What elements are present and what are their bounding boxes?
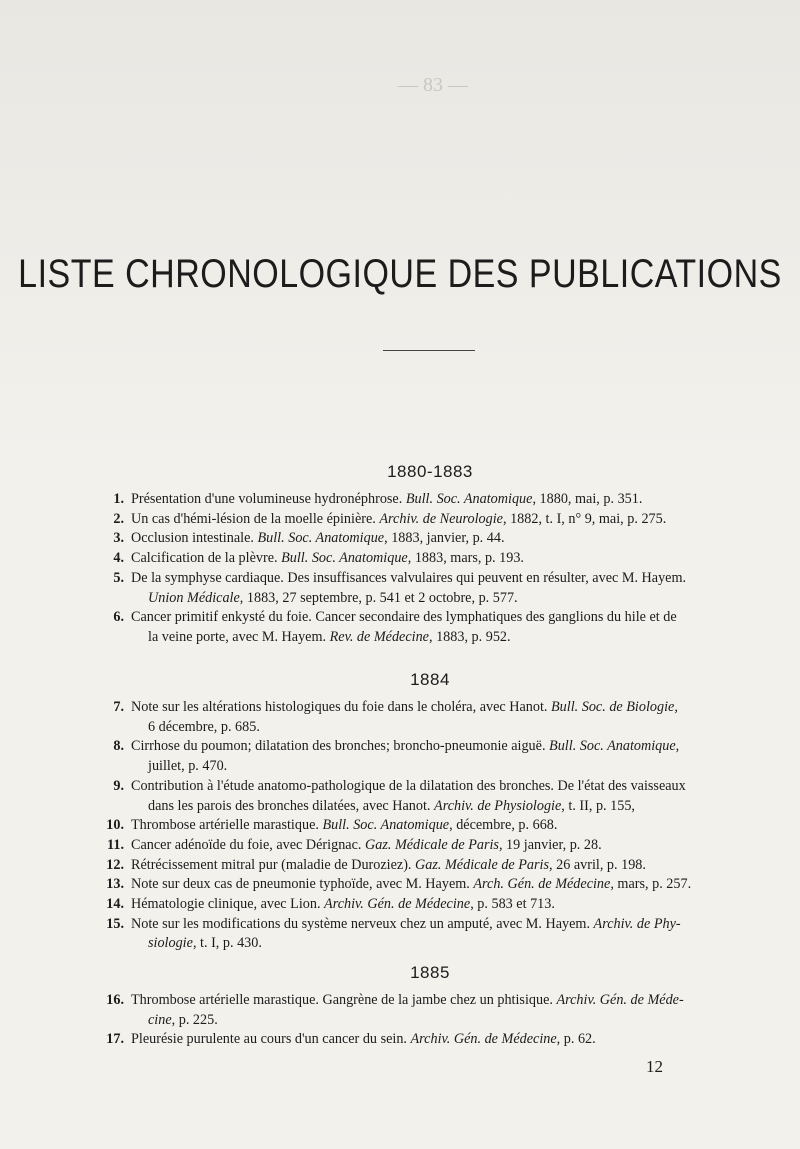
publication-entry — [100, 549, 760, 569]
entry-citation: Bull. Soc. de Biologie, — [551, 699, 678, 715]
entry-text: Calcification de la plèvre. — [131, 550, 282, 567]
entry-citation: Archiv. Gén. de Médecine — [324, 896, 471, 913]
entry-number: 7. — [113, 699, 124, 715]
publication-entry — [100, 875, 760, 895]
page-title: LISTE CHRONOLOGIQUE DES PUBLICATIONS — [18, 251, 782, 297]
publication-entry — [100, 836, 760, 856]
entry-details: , 1883, 27 septembre, p. 541 et 2 octobre, p. 577. — [239, 589, 518, 606]
entry-number: 9. — [113, 777, 124, 794]
entry-details: , 1883, janvier, p. 44. — [384, 530, 505, 547]
entry-number: 13. — [106, 876, 124, 893]
entry-details: , 1883, mars, p. 193. — [407, 550, 524, 567]
entry-text: Présentation d'une volumineuse hydronéphrose. — [131, 491, 406, 507]
publication-entry — [100, 569, 760, 608]
publication-entry — [100, 1030, 760, 1050]
entry-text: Hématologie clinique, avec Lion. — [131, 896, 325, 913]
entry-number: 5. — [113, 569, 124, 586]
entry-number: 16. — [106, 992, 124, 1008]
publication-list — [100, 490, 760, 648]
entry-citation: Bull. Soc. Anatomique — [257, 530, 385, 547]
entry-number: 6. — [113, 609, 124, 626]
entry-citation: Rev. de Médecine — [329, 628, 429, 645]
entry-text: dans les parois des bronches dilatées, avec Hanot. — [148, 797, 435, 814]
section-1884 — [100, 670, 760, 954]
entry-continuation — [131, 589, 760, 609]
entry-text: Cancer adénoïde du foie, avec Dérignac. — [131, 836, 365, 853]
entry-details: , t. II, p. 155, — [561, 797, 635, 814]
publication-entry — [100, 816, 760, 836]
publication-list — [100, 991, 760, 1050]
publication-entry — [100, 510, 760, 530]
entry-text: Note sur les altérations histologiques du foie dans le choléra, avec Hanot. — [131, 699, 551, 715]
entry-number: 8. — [113, 738, 124, 755]
entry-details: , t. I, p. 430. — [192, 935, 262, 952]
entry-text: De la symphyse cardiaque. Des insuffisances valvulaires qui peuvent en résulter, avec M. Hayem. — [131, 569, 687, 586]
entry-continuation — [131, 1011, 760, 1031]
publication-entry — [100, 915, 760, 954]
entry-text: Note sur deux cas de pneumonie typhoïde, avec M. Hayem. — [131, 876, 474, 893]
entry-citation: Arch. Gén. de Médecine — [473, 876, 611, 893]
section-year: 1885 — [410, 963, 450, 982]
entry-text: Un cas d'hémi-lésion de la moelle épinière. — [131, 510, 380, 527]
entry-citation: Gaz. Médicale de Paris — [364, 836, 499, 853]
entry-citation: Bull. Soc. Anatomique — [405, 491, 533, 507]
entry-citation: Union Médicale — [148, 589, 240, 606]
entry-citation: Archiv. Gén. de Méde- — [556, 992, 684, 1008]
entry-details: , 1880, mai, p. 351. — [532, 491, 643, 507]
entry-citation: Gaz. Médicale de Paris — [415, 856, 549, 873]
entry-text: la veine porte, avec M. Hayem. — [148, 628, 330, 645]
entry-details: , p. 583 et 713. — [470, 896, 555, 913]
publication-entry — [100, 608, 760, 647]
title-divider — [383, 350, 475, 351]
entry-details: , p. 62. — [556, 1031, 596, 1048]
entry-number: 3. — [113, 530, 124, 547]
entry-continuation: juillet, p. 470. — [148, 758, 228, 775]
entry-citation: siologie — [148, 935, 193, 952]
entry-text: Thrombose artérielle marastique. Gangrène de la jambe chez un phtisique. — [131, 992, 557, 1008]
entry-number: 15. — [106, 915, 124, 932]
section-1885 — [100, 963, 760, 1050]
page-number: 12 — [646, 1057, 663, 1076]
entry-number: 10. — [106, 817, 124, 834]
publication-entry — [100, 737, 760, 776]
section-year: 1880-1883 — [387, 462, 473, 481]
publication-entry — [100, 490, 760, 510]
publication-entry — [100, 777, 760, 816]
entry-continuation: 6 décembre, p. 685. — [148, 718, 260, 735]
publication-entry — [100, 991, 760, 1030]
entry-number: 11. — [107, 836, 124, 853]
entry-text: Occlusion intestinale. — [131, 530, 258, 547]
publication-entry — [100, 856, 760, 876]
entry-citation: Archiv. de Phy- — [593, 915, 681, 932]
entry-number: 12. — [106, 856, 124, 873]
publication-entry — [100, 529, 760, 549]
entry-details: , mars, p. 257. — [610, 876, 692, 893]
entry-text: Contribution à l'étude anatomo-pathologique de la dilatation des bronches. De l'état des vaisseaux — [131, 777, 686, 794]
entry-details: , 26 avril, p. 198. — [549, 856, 646, 873]
entry-number: 14. — [106, 896, 124, 913]
entry-details: , 1883, p. 952. — [428, 628, 511, 645]
entry-text: Cirrhose du poumon; dilatation des bronches; broncho-pneumonie aiguë. — [131, 738, 550, 755]
publication-list — [100, 698, 760, 954]
publication-entry — [100, 698, 760, 737]
entry-text: Cancer primitif enkysté du foie. Cancer secondaire des lymphatiques des ganglions du hile et de — [131, 609, 677, 626]
publication-entry — [100, 895, 760, 915]
entry-citation: cine — [148, 1011, 172, 1028]
page-number-top: — 83 — — [398, 74, 468, 96]
entry-continuation — [131, 628, 760, 648]
entry-details: , p. 225. — [171, 1011, 218, 1028]
entry-details: , décembre, p. 668. — [449, 817, 558, 834]
entry-text: Pleurésie purulente au cours d'un cancer du sein. — [131, 1031, 411, 1048]
entry-details: , 19 janvier, p. 28. — [498, 836, 602, 853]
entry-number: 1. — [113, 491, 124, 507]
entry-number: 17. — [106, 1031, 124, 1048]
section-1880-1883 — [100, 462, 760, 648]
entry-number: 2. — [113, 510, 124, 527]
entry-citation: Archiv. de Neurologie — [379, 510, 503, 527]
section-year: 1884 — [410, 670, 450, 689]
entry-details: , 1882, t. I, n° 9, mai, p. 275. — [502, 510, 667, 527]
entry-number: 4. — [113, 550, 124, 567]
entry-citation: Bull. Soc. Anatomique — [322, 817, 450, 834]
entry-citation: Bull. Soc. Anatomique — [281, 550, 408, 567]
entry-citation: Archiv. Gén. de Médecine — [410, 1031, 557, 1048]
entry-text: Note sur les modifications du système nerveux chez un amputé, avec M. Hayem. — [131, 915, 594, 932]
entry-citation: Archiv. de Physiologie — [434, 797, 562, 814]
entry-text: Rétrécissement mitral pur (maladie de Duroziez). — [131, 856, 416, 873]
entry-text: Thrombose artérielle marastique. — [131, 817, 323, 834]
entry-citation: Bull. Soc. Anatomique, — [549, 738, 680, 755]
entry-continuation — [131, 934, 760, 954]
entry-continuation — [131, 797, 760, 817]
